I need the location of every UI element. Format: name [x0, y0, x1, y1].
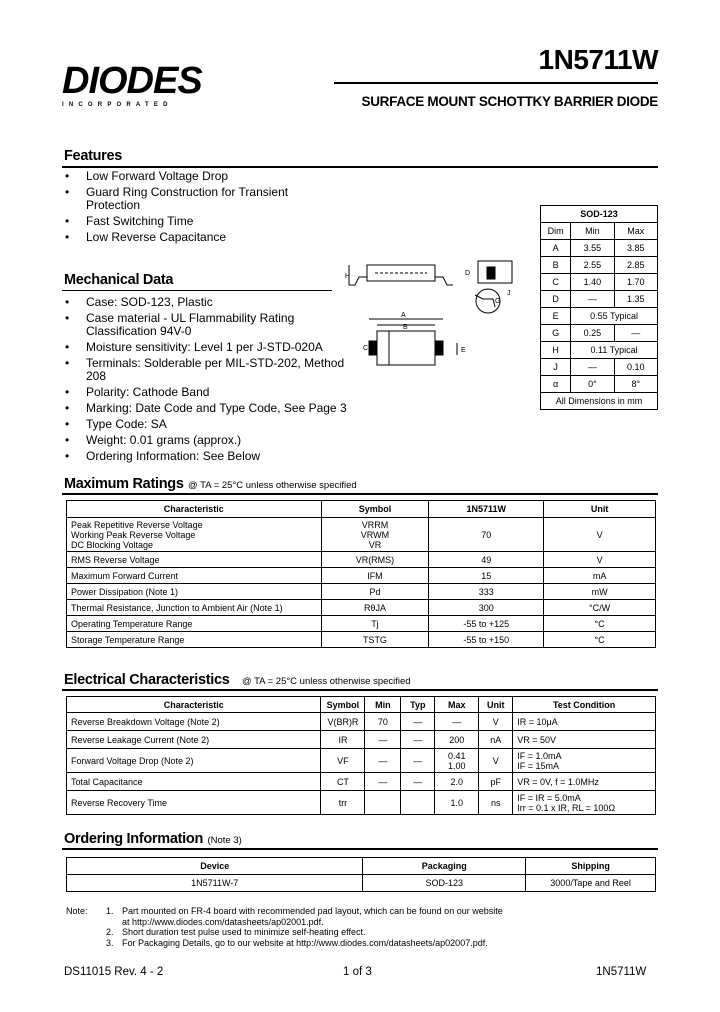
- table-cell: 1.0: [435, 791, 479, 815]
- table-cell: Operating Temperature Range: [67, 616, 322, 632]
- table-cell: mW: [544, 584, 656, 600]
- list-item: • Weight: 0.01 grams (approx.): [64, 434, 349, 447]
- dim-cell: 0.10: [614, 359, 657, 376]
- table-cell: IR = 10μA: [513, 713, 656, 731]
- dim-cell: 0.25: [571, 325, 614, 342]
- diagram-label-c: C: [363, 345, 369, 352]
- electrical-col-header: Characteristic: [67, 697, 321, 713]
- table-cell: -55 to +125: [429, 616, 544, 632]
- list-item: • Type Code: SA: [64, 418, 349, 431]
- table-cell: —: [401, 749, 435, 773]
- electrical-rule: [62, 689, 658, 691]
- diagram-label-a: A: [401, 312, 406, 319]
- page-subtitle: SURFACE MOUNT SCHOTTKY BARRIER DIODE: [361, 94, 658, 109]
- mechanical-list: [64, 296, 349, 466]
- list-item: • Low Forward Voltage Drop: [64, 170, 304, 183]
- table-cell: Forward Voltage Drop (Note 2): [67, 749, 321, 773]
- table-cell: VR(RMS): [321, 552, 429, 568]
- list-item: • Fast Switching Time: [64, 215, 304, 228]
- diagram-label-d: D: [465, 270, 471, 277]
- ordering-cell: SOD-123: [363, 875, 526, 892]
- features-list: [64, 170, 304, 247]
- list-item: • Low Reverse Capacitance: [64, 231, 304, 244]
- logo-text: DIODES: [62, 60, 202, 102]
- table-cell: 200: [435, 731, 479, 749]
- table-row: [67, 552, 656, 568]
- table-cell: 49: [429, 552, 544, 568]
- electrical-heading-row: [64, 671, 411, 689]
- table-cell: V: [479, 749, 513, 773]
- dim-cell: 3.85: [614, 240, 657, 257]
- ordering-heading-row: [64, 830, 242, 848]
- ordering-col-header: Device: [67, 858, 363, 875]
- footer-page: 1 of 3: [343, 966, 372, 978]
- table-cell: trr: [321, 791, 365, 815]
- table-cell: VR = 0V, f = 1.0MHz: [513, 773, 656, 791]
- top-view-body: [377, 331, 435, 365]
- electrical-condition: @ TA = 25°C unless otherwise specified: [241, 676, 411, 687]
- table-cell: —: [401, 773, 435, 791]
- table-cell: 0.41 1.00: [435, 749, 479, 773]
- note-item: [106, 906, 666, 927]
- table-cell: —: [365, 731, 401, 749]
- dim-cell: 2.85: [614, 257, 657, 274]
- table-cell: 300: [429, 600, 544, 616]
- table-cell: [401, 791, 435, 815]
- dim-cell: H: [541, 342, 571, 359]
- footer-part: 1N5711W: [596, 966, 647, 978]
- table-cell: Storage Temperature Range: [67, 632, 322, 648]
- ordering-heading: Ordering Information: [64, 831, 204, 847]
- table-cell: °C: [544, 616, 656, 632]
- table-cell: Thermal Resistance, Junction to Ambient Air (Note 1): [67, 600, 322, 616]
- diagram-label-g: G: [495, 298, 501, 305]
- ordering-cell: 1N5711W-7: [67, 875, 363, 892]
- ordering-col-header: Shipping: [526, 858, 656, 875]
- table-cell: mA: [544, 568, 656, 584]
- table-row: [67, 600, 656, 616]
- dim-cell: —: [571, 291, 614, 308]
- notes-label: Note:: [66, 906, 88, 916]
- package-outline-diagram: [345, 255, 535, 375]
- table-cell: VR = 50V: [513, 731, 656, 749]
- ordering-table: [66, 857, 656, 892]
- dim-row: [541, 274, 658, 291]
- table-cell: VF: [321, 749, 365, 773]
- dim-cell: 0.55 Typical: [571, 308, 658, 325]
- ordering-col-header: Packaging: [363, 858, 526, 875]
- mechanical-heading: Mechanical Data: [64, 272, 174, 288]
- table-cell: °C/W: [544, 600, 656, 616]
- dim-row: [541, 342, 658, 359]
- table-cell: RMS Reverse Voltage: [67, 552, 322, 568]
- dim-cell: B: [541, 257, 571, 274]
- table-cell: IR: [321, 731, 365, 749]
- mechanical-rule: [62, 290, 332, 291]
- table-row: [67, 632, 656, 648]
- table-cell: CT: [321, 773, 365, 791]
- table-row: [67, 518, 656, 552]
- list-item: • Polarity: Cathode Band: [64, 386, 349, 399]
- max-ratings-table: [66, 500, 656, 648]
- table-cell: —: [365, 749, 401, 773]
- table-cell: 15: [429, 568, 544, 584]
- note-number: 1.: [106, 906, 114, 916]
- note-text: Part mounted on FR-4 board with recommended pad layout, which can be found on our website: [122, 906, 503, 916]
- table-cell: [365, 791, 401, 815]
- dim-cell: 2.55: [571, 257, 614, 274]
- dim-cell: C: [541, 274, 571, 291]
- table-cell: Total Capacitance: [67, 773, 321, 791]
- table-cell: 70: [365, 713, 401, 731]
- electrical-table: [66, 696, 656, 815]
- features-heading: Features: [64, 148, 123, 164]
- table-cell: pF: [479, 773, 513, 791]
- diagram-label-e: E: [461, 347, 466, 354]
- table-cell: IF = IR = 5.0mA Irr = 0.1 x IR, RL = 100Ω: [513, 791, 656, 815]
- table-cell: 70: [429, 518, 544, 552]
- dim-cell: D: [541, 291, 571, 308]
- table-row: [67, 616, 656, 632]
- table-cell: V(BR)R: [321, 713, 365, 731]
- note-number: 3.: [106, 937, 114, 948]
- electrical-col-header: Min: [365, 697, 401, 713]
- table-cell: Peak Repetitive Reverse Voltage Working Peak Reverse Voltage DC Blocking Voltage: [67, 518, 322, 552]
- dim-cell: A: [541, 240, 571, 257]
- dim-cell: G: [541, 325, 571, 342]
- electrical-col-header: Symbol: [321, 697, 365, 713]
- diagram-label-j: J: [507, 290, 511, 297]
- dim-col-header: Dim: [541, 223, 571, 240]
- max-ratings-heading: Maximum Ratings: [64, 476, 184, 492]
- electrical-col-header: Max: [435, 697, 479, 713]
- table-row: [67, 773, 656, 791]
- list-item: • Moisture sensitivity: Level 1 per J-STD-020A: [64, 341, 349, 354]
- table-cell: V: [544, 518, 656, 552]
- dim-cell: 3.55: [571, 240, 614, 257]
- dim-note: All Dimensions in mm: [541, 393, 658, 410]
- table-cell: Reverse Leakage Current (Note 2): [67, 731, 321, 749]
- note-text: For Packaging Details, go to our website at http://www.diodes.com/datasheets/ap02007.pdf.: [122, 937, 488, 948]
- dim-cell: —: [614, 325, 657, 342]
- dim-cell: 1.35: [614, 291, 657, 308]
- table-row: [67, 713, 656, 731]
- ordering-cell: 3000/Tape and Reel: [526, 875, 656, 892]
- dim-row: [541, 240, 658, 257]
- ordering-note-ref: (Note 3): [207, 835, 242, 846]
- list-item: • Case material - UL Flammability Rating Classification 94V-0: [64, 312, 349, 338]
- table-cell: IF = 1.0mA IF = 15mA: [513, 749, 656, 773]
- table-cell: 333: [429, 584, 544, 600]
- logo-subtext: INCORPORATED: [62, 102, 173, 108]
- note-text: Short duration test pulse used to minimize self-heating effect.: [122, 927, 366, 937]
- table-cell: Reverse Recovery Time: [67, 791, 321, 815]
- table-cell: V: [544, 552, 656, 568]
- table-cell: Power Dissipation (Note 1): [67, 584, 322, 600]
- max_ratings-col-header: Characteristic: [67, 501, 322, 518]
- table-cell: —: [401, 731, 435, 749]
- table-row: [67, 731, 656, 749]
- max-ratings-rule: [62, 493, 658, 495]
- list-item: • Terminals: Solderable per MIL-STD-202, Method 208: [64, 357, 349, 383]
- features-rule: [62, 166, 658, 168]
- table-cell: Maximum Forward Current: [67, 568, 322, 584]
- list-item: • Case: SOD-123, Plastic: [64, 296, 349, 309]
- table-row: [67, 749, 656, 773]
- note-text-cont: at http://www.diodes.com/datasheets/ap02001.pdf.: [122, 916, 324, 927]
- diodes-logo: [62, 62, 232, 112]
- dim-cell: α: [541, 376, 571, 393]
- table-cell: —: [435, 713, 479, 731]
- dim-cell: 1.70: [614, 274, 657, 291]
- diagram-label-b: B: [403, 324, 408, 331]
- ordering-rule: [62, 848, 658, 850]
- table-cell: VRRM VRWM VR: [321, 518, 429, 552]
- table-cell: RθJA: [321, 600, 429, 616]
- note-item: [106, 938, 666, 949]
- max-ratings-heading-row: [64, 475, 357, 493]
- table-cell: Reverse Breakdown Voltage (Note 2): [67, 713, 321, 731]
- table-cell: 2.0: [435, 773, 479, 791]
- electrical-col-header: Unit: [479, 697, 513, 713]
- table-row: [67, 568, 656, 584]
- list-item: • Marking: Date Code and Type Code, See Page 3: [64, 402, 349, 415]
- dim-row: [541, 308, 658, 325]
- page-title: 1N5711W: [538, 44, 658, 75]
- max_ratings-col-header: Symbol: [321, 501, 429, 518]
- dim-row: [541, 359, 658, 376]
- table-cell: TSTG: [321, 632, 429, 648]
- table-cell: Tj: [321, 616, 429, 632]
- note-number: 2.: [106, 927, 114, 937]
- dim-row: [541, 257, 658, 274]
- dim-col-header: Max: [614, 223, 657, 240]
- table-cell: Pd: [321, 584, 429, 600]
- table-cell: ns: [479, 791, 513, 815]
- dim-cell: 1.40: [571, 274, 614, 291]
- dim-package-header: SOD-123: [541, 206, 658, 223]
- dim-cell: 8°: [614, 376, 657, 393]
- note-item: [106, 927, 666, 938]
- table-cell: —: [365, 773, 401, 791]
- max_ratings-col-header: Unit: [544, 501, 656, 518]
- table-cell: nA: [479, 731, 513, 749]
- dimensions-table: [540, 205, 658, 410]
- list-item: • Guard Ring Construction for Transient Protection: [64, 186, 304, 212]
- electrical-col-header: Test Condition: [513, 697, 656, 713]
- table-cell: -55 to +150: [429, 632, 544, 648]
- title-divider: [334, 82, 658, 84]
- dim-row: [541, 325, 658, 342]
- footer-doc-number: DS11015 Rev. 4 - 2: [64, 966, 164, 978]
- dim-cell: E: [541, 308, 571, 325]
- max-ratings-condition: @ TA = 25°C unless otherwise specified: [188, 480, 357, 491]
- max_ratings-col-header: 1N5711W: [429, 501, 544, 518]
- table-row: [67, 584, 656, 600]
- dim-row: [541, 376, 658, 393]
- table-cell: IFM: [321, 568, 429, 584]
- diagram-label-h: H: [345, 273, 351, 280]
- table-cell: —: [401, 713, 435, 731]
- electrical-col-header: Typ: [401, 697, 435, 713]
- table-cell: °C: [544, 632, 656, 648]
- dim-cell: J: [541, 359, 571, 376]
- list-item: • Ordering Information: See Below: [64, 450, 349, 463]
- table-cell: V: [479, 713, 513, 731]
- dim-cell: —: [571, 359, 614, 376]
- dim-cell: 0.11 Typical: [571, 342, 658, 359]
- dim-cell: 0°: [571, 376, 614, 393]
- table-row: [67, 791, 656, 815]
- dim-row: [541, 291, 658, 308]
- electrical-heading: Electrical Characteristics: [64, 672, 230, 688]
- dim-col-header: Min: [571, 223, 614, 240]
